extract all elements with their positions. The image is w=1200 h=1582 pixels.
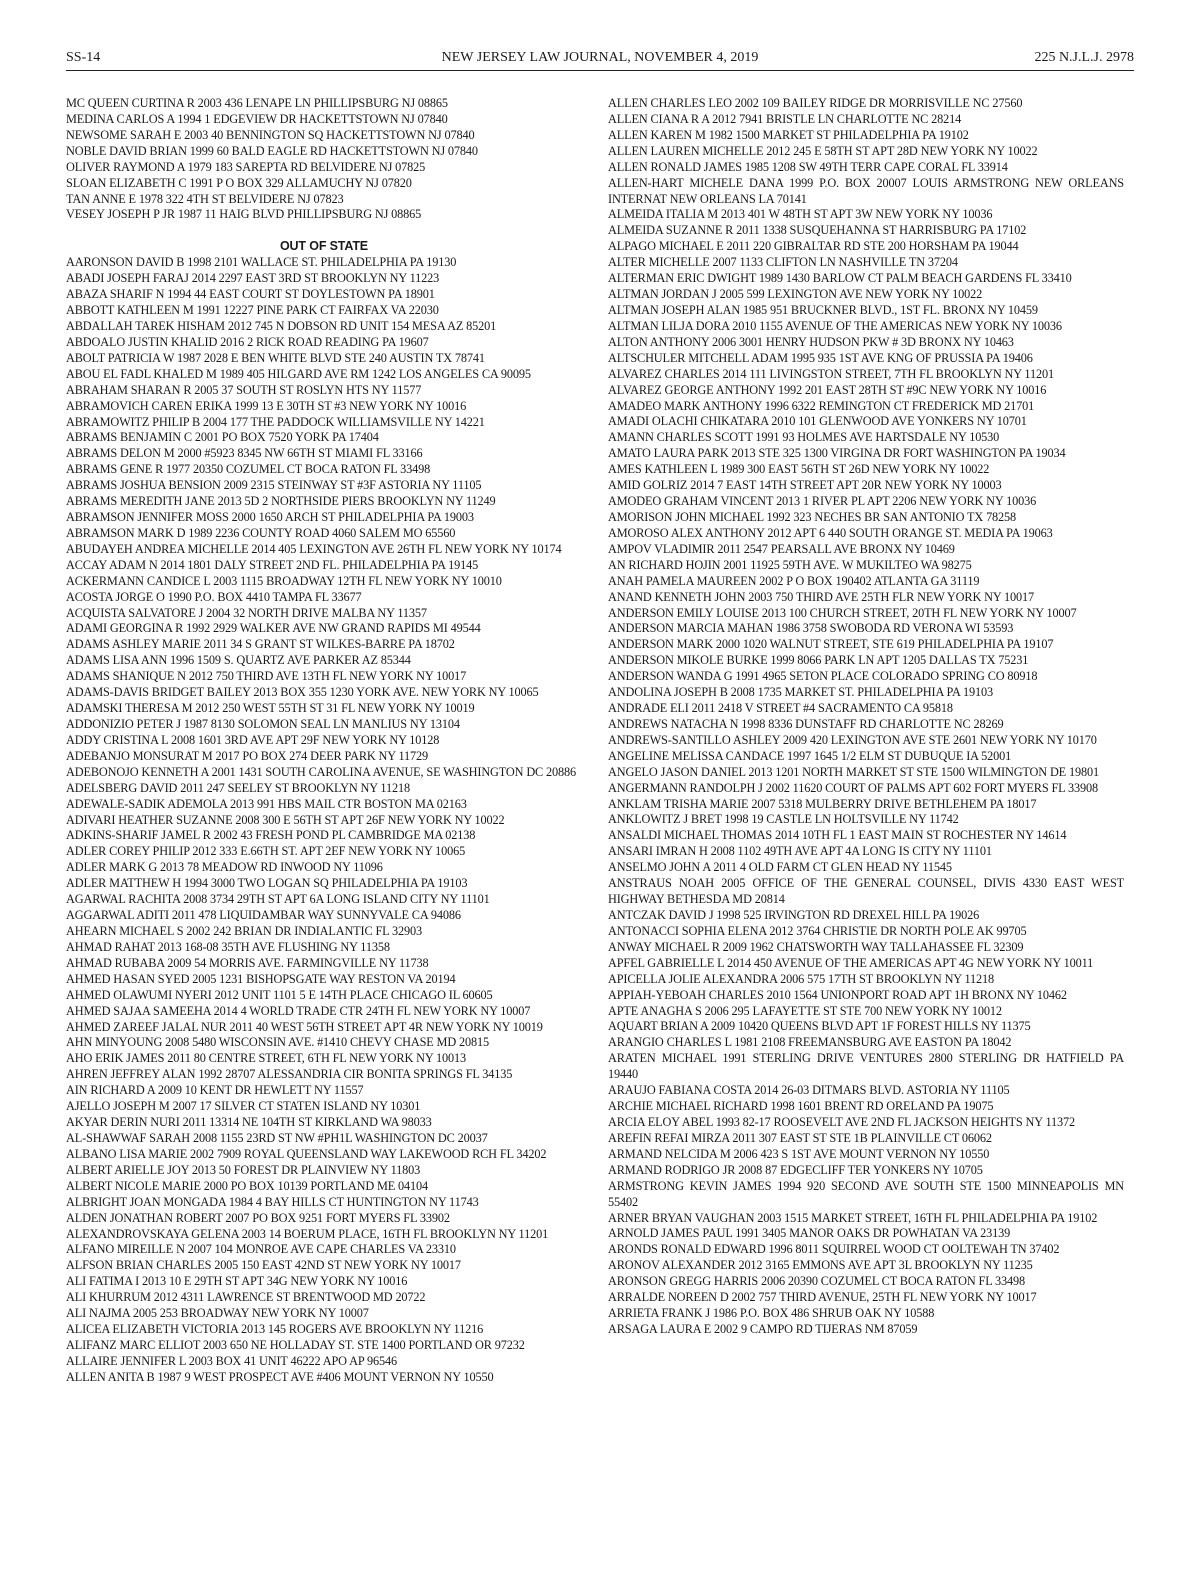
attorney-entry: AMODEO GRAHAM VINCENT 2013 1 RIVER PL APT 2206 NEW YORK NY 10036 [608,494,1037,509]
attorney-entry: ANTCZAK DAVID J 1998 525 IRVINGTON RD DREXEL HILL PA 19026 [608,908,980,923]
attorney-entry: AHN MINYOUNG 2008 5480 WISCONSIN AVE. #1410 CHEVY CHASE MD 20815 [66,1035,489,1050]
attorney-entry: ALLEN CHARLES LEO 2002 109 BAILEY RIDGE DR MORRISVILLE NC 27560 [608,96,1023,110]
attorney-entry: AGGARWAL ADITI 2011 478 LIQUIDAMBAR WAY SUNNYVALE CA 94086 [66,908,461,923]
citation: 225 N.J.L.J. 2978 [1034,50,1134,65]
attorney-entry: ABRAMOVICH CAREN ERIKA 1999 13 E 30TH ST #3 NEW YORK NY 10016 [66,398,467,413]
attorney-entry: ACQUISTA SALVATORE J 2004 32 NORTH DRIVE MALBA NY 11357 [66,605,427,620]
attorney-entry: ALDEN JONATHAN ROBERT 2007 PO BOX 9251 FORT MYERS FL 33902 [66,1210,450,1225]
attorney-entry: AARONSON DAVID B 1998 2101 WALLACE ST. PHILADELPHIA PA 19130 [66,255,457,270]
attorney-entry: VESEY JOSEPH P JR 1987 11 HAIG BLVD PHILLIPSBURG NJ 08865 [66,207,422,222]
attorney-entry: ALLEN KAREN M 1982 1500 MARKET ST PHILADELPHIA PA 19102 [608,127,969,142]
attorney-entry: ALTMAN LILJA DORA 2010 1155 AVENUE OF THE AMERICAS NEW YORK NY 10036 [608,318,1062,333]
attorney-entry: ALVAREZ CHARLES 2014 111 LIVINGSTON STREET, 7TH FL BROOKLYN NY 11201 [608,366,1054,381]
attorney-entry: ARCHIE MICHAEL RICHARD 1998 1601 BRENT RD ORELAND PA 19075 [608,1099,994,1114]
attorney-entry: ABBOTT KATHLEEN M 1991 12227 PINE PARK CT FAIRFAX VA 22030 [66,303,439,318]
attorney-entry: ABRAMS BENJAMIN C 2001 PO BOX 7520 YORK PA 17404 [66,430,379,445]
attorney-entry: AHREN JEFFREY ALAN 1992 28707 ALESSANDRIA CIR BONITA SPRINGS FL 34135 [66,1067,513,1082]
attorney-entry: ABRAMS DELON M 2000 #5923 8345 NW 66TH ST MIAMI FL 33166 [66,446,423,461]
attorney-entry: ARANGIO CHARLES L 1981 2108 FREEMANSBURG AVE EASTON PA 18042 [608,1035,1012,1050]
attorney-entry: AHMED ZAREEF JALAL NUR 2011 40 WEST 56TH STREET APT 4R NEW YORK NY 10019 [66,1019,543,1034]
attorney-entry: AMANN CHARLES SCOTT 1991 93 HOLMES AVE HARTSDALE NY 10530 [608,430,1000,445]
attorney-entry: AL-SHAWWAF SARAH 2008 1155 23RD ST NW #PH1L WASHINGTON DC 20037 [66,1130,488,1145]
attorney-entry: ALICEA ELIZABETH VICTORIA 2013 145 ROGERS AVE BROOKLYN NY 11216 [66,1322,484,1337]
attorney-entry: ADKINS-SHARIF JAMEL R 2002 43 FRESH POND PL CAMBRIDGE MA 02138 [66,828,476,843]
attorney-entry: ALMEIDA SUZANNE R 2011 1338 SUSQUEHANNA ST HARRISBURG PA 17102 [608,223,1027,238]
attorney-entry: ADAMI GEORGINA R 1992 2929 WALKER AVE NW GRAND RAPIDS MI 49544 [66,621,481,636]
attorney-entry: ANDERSON MIKOLE BURKE 1999 8066 PARK LN APT 1205 DALLAS TX 75231 [608,653,1029,668]
attorney-entry: ALTSCHULER MITCHELL ADAM 1995 935 1ST AVE KNG OF PRUSSIA PA 19406 [608,350,1033,365]
attorney-entry: ABOLT PATRICIA W 1987 2028 E BEN WHITE BLVD STE 240 AUSTIN TX 78741 [66,350,485,365]
running-header [66,50,1134,71]
attorney-entry: ALVAREZ GEORGE ANTHONY 1992 201 EAST 28TH ST #9C NEW YORK NY 10016 [608,382,1047,397]
attorney-entry: ANGELINE MELISSA CANDACE 1997 1645 1/2 ELM ST DUBUQUE IA 52001 [608,748,1012,763]
attorney-entry: MC QUEEN CURTINA R 2003 436 LENAPE LN PHILLIPSBURG NJ 08865 [66,96,448,110]
attorney-entry: AMADI OLACHI CHIKATARA 2010 101 GLENWOOD AVE YONKERS NY 10701 [608,414,1027,429]
attorney-entry: ANDREWS-SANTILLO ASHLEY 2009 420 LEXINGTON AVE STE 2601 NEW YORK NY 10170 [608,732,1097,747]
attorney-entry: ADLER MATTHEW H 1994 3000 TWO LOGAN SQ PHILADELPHIA PA 19103 [66,876,468,891]
attorney-entry: ARCIA ELOY ABEL 1993 82-17 ROOSEVELT AVE 2ND FL JACKSON HEIGHTS NY 11372 [608,1115,1075,1129]
attorney-entry: NOBLE DAVID BRIAN 1999 60 BALD EAGLE RD HACKETTSTOWN NJ 07840 [66,143,478,158]
attorney-entry: AMPOV VLADIMIR 2011 2547 PEARSALL AVE BRONX NY 10469 [608,541,955,556]
attorney-entry: MEDINA CARLOS A 1994 1 EDGEVIEW DR HACKETTSTOWN NJ 07840 [66,111,448,126]
attorney-entry: ALLEN RONALD JAMES 1985 1208 SW 49TH TERR CAPE CORAL FL 33914 [608,159,1008,174]
attorney-entry: ALIFANZ MARC ELLIOT 2003 650 NE HOLLADAY ST. STE 1400 PORTLAND OR 97232 [66,1337,525,1352]
attorney-entry: ALBERT NICOLE MARIE 2000 PO BOX 10139 PORTLAND ME 04104 [66,1178,429,1193]
attorney-entry: AMID GOLRIZ 2014 7 EAST 14TH STREET APT 20R NEW YORK NY 10003 [608,478,1002,493]
attorney-entry: ABOU EL FADL KHALED M 1989 405 HILGARD AVE RM 1242 LOS ANGELES CA 90095 [66,366,531,381]
attorney-entry: AHMED OLAWUMI NYERI 2012 UNIT 1101 5 E 14TH PLACE CHICAGO IL 60605 [66,987,493,1002]
attorney-entry: ALLEN CIANA R A 2012 7941 BRISTLE LN CHARLOTTE NC 28214 [608,111,962,126]
attorney-entry: ADLER MARK G 2013 78 MEADOW RD INWOOD NY 11096 [66,860,383,875]
attorney-entry: ALFANO MIREILLE N 2007 104 MONROE AVE CAPE CHARLES VA 23310 [66,1242,456,1257]
attorney-entry: TAN ANNE E 1978 322 4TH ST BELVIDERE NJ 07823 [66,191,344,206]
out-of-state-entries-right [608,96,1124,1338]
section-heading-out-of-state: OUT OF STATE [279,239,368,254]
attorney-entry: ALEXANDROVSKAYA GELENA 2003 14 BOERUM PLACE, 16TH FL BROOKLYN NY 11201 [66,1226,549,1241]
attorney-entry: ALMEIDA ITALIA M 2013 401 W 48TH ST APT 3W NEW YORK NY 10036 [608,207,993,222]
attorney-entry: OLIVER RAYMOND A 1979 183 SAREPTA RD BELVIDERE NJ 07825 [66,159,426,174]
attorney-entry: ANDERSON MARCIA MAHAN 1986 3758 SWOBODA RD VERONA WI 53593 [608,621,1014,636]
attorney-entry: ALFSON BRIAN CHARLES 2005 150 EAST 42ND ST NEW YORK NY 10017 [66,1258,461,1273]
publication-title: NEW JERSEY LAW JOURNAL, NOVEMBER 4, 2019 [441,50,759,65]
attorney-entry: AHMED HASAN SYED 2005 1231 BISHOPSGATE WAY RESTON VA 20194 [66,971,456,986]
attorney-entry: SLOAN ELIZABETH C 1991 P O BOX 329 ALLAMUCHY NJ 07820 [66,175,412,190]
attorney-entry: AMORISON JOHN MICHAEL 1992 323 NECHES BR SAN ANTONIO TX 78258 [608,509,1017,524]
attorney-entry: ANKLAM TRISHA MARIE 2007 5318 MULBERRY DRIVE BETHLEHEM PA 18017 [608,796,1037,811]
attorney-entry: ARATEN MICHAEL 1991 STERLING DRIVE VENTURES 2800 STERLING DR HATFIELD PA 19440 [608,1051,1124,1082]
attorney-entry: ARMAND RODRIGO JR 2008 87 EDGECLIFF TER YONKERS NY 10705 [608,1162,983,1177]
attorney-entry: ANWAY MICHAEL R 2009 1962 CHATSWORTH WAY TALLAHASSEE FL 32309 [608,939,1024,954]
attorney-entry: ANDERSON EMILY LOUISE 2013 100 CHURCH STREET, 20TH FL NEW YORK NY 10007 [608,605,1077,620]
attorney-entry: ALI FATIMA I 2013 10 E 29TH ST APT 34G NEW YORK NY 10016 [66,1274,408,1289]
attorney-entry: ALI NAJMA 2005 253 BROADWAY NEW YORK NY 10007 [66,1306,369,1321]
attorney-entry: ABRAMS JOSHUA BENSION 2009 2315 STEINWAY ST #3F ASTORIA NY 11105 [66,478,482,493]
attorney-entry: AMATO LAURA PARK 2013 STE 325 1300 VIRGINA DR FORT WASHINGTON PA 19034 [608,446,1066,461]
attorney-entry: ALTMAN JOSEPH ALAN 1985 951 BRUCKNER BLVD., 1ST FL. BRONX NY 10459 [608,302,1038,317]
attorney-entry: ANKLOWITZ J BRET 1998 19 CASTLE LN HOLTSVILLE NY 11742 [608,812,959,827]
out-of-state-entries-left [66,255,582,1385]
attorney-entry: ADEWALE-SADIK ADEMOLA 2013 991 HBS MAIL CTR BOSTON MA 02163 [66,796,467,811]
attorney-entry: ADAMS SHANIQUE N 2012 750 THIRD AVE 13TH FL NEW YORK NY 10017 [66,669,467,684]
attorney-entry: ANTONACCI SOPHIA ELENA 2012 3764 CHRISTIE DR NORTH POLE AK 99705 [608,923,1027,938]
attorney-entry: ALPAGO MICHAEL E 2011 220 GIBRALTAR RD STE 200 HORSHAM PA 19044 [608,239,1019,254]
attorney-entry: ABRAHAM SHARAN R 2005 37 SOUTH ST ROSLYN HTS NY 11577 [66,382,422,397]
attorney-entry: ACOSTA JORGE O 1990 P.O. BOX 4410 TAMPA FL 33677 [66,589,362,604]
attorney-entry: AHMED SAJAA SAMEEHA 2014 4 WORLD TRADE CTR 24TH FL NEW YORK NY 10007 [66,1003,531,1018]
attorney-entry: ABADI JOSEPH FARAJ 2014 2297 EAST 3RD ST BROOKLYN NY 11223 [66,271,440,286]
attorney-entry: ACCAY ADAM N 2014 1801 DALY STREET 2ND FL. PHILADELPHIA PA 19145 [66,557,479,572]
attorney-entry: ANDERSON WANDA G 1991 4965 SETON PLACE COLORADO SPRING CO 80918 [608,669,1038,684]
attorney-entry: ALLEN ANITA B 1987 9 WEST PROSPECT AVE #406 MOUNT VERNON NY 10550 [66,1369,494,1384]
attorney-entry: AN RICHARD HOJIN 2001 11925 59TH AVE. W MUKILTEO WA 98275 [608,557,972,572]
attorney-entry: ABRAMSON MARK D 1989 2236 COUNTY ROAD 4060 SALEM MO 65560 [66,525,456,540]
attorney-entry: ALBRIGHT JOAN MONGADA 1984 4 BAY HILLS CT HUNTINGTON NY 11743 [66,1194,479,1209]
attorney-entry: ARONOV ALEXANDER 2012 3165 EMMONS AVE APT 3L BROOKLYN NY 11235 [608,1258,1033,1273]
attorney-entry: ARSAGA LAURA E 2002 9 CAMPO RD TIJERAS NM 87059 [608,1321,918,1336]
attorney-entry: ALTER MICHELLE 2007 1133 CLIFTON LN NASHVILLE TN 37204 [608,255,958,270]
attorney-entry: AHMAD RAHAT 2013 168-08 35TH AVE FLUSHING NY 11358 [66,939,390,954]
new-jersey-entries [66,96,582,223]
attorney-entry: ARAUJO FABIANA COSTA 2014 26-03 DITMARS BLVD. ASTORIA NY 11105 [608,1083,1010,1098]
attorney-entry: ADAMS-DAVIS BRIDGET BAILEY 2013 BOX 355 1230 YORK AVE. NEW YORK NY 10065 [66,685,539,700]
attorney-entry: AHEARN MICHAEL S 2002 242 BRIAN DR INDIALANTIC FL 32903 [66,924,422,938]
attorney-entry: ANDERSON MARK 2000 1020 WALNUT STREET, STE 619 PHILADELPHIA PA 19107 [608,637,1054,652]
attorney-entry: ABRAMOWITZ PHILIP B 2004 177 THE PADDOCK WILLIAMSVILLE NY 14221 [66,414,485,429]
attorney-entry: ADAMS ASHLEY MARIE 2011 34 S GRANT ST WILKES-BARRE PA 18702 [66,637,455,652]
attorney-entry: ALTERMAN ERIC DWIGHT 1989 1430 BARLOW CT PALM BEACH GARDENS FL 33410 [608,271,1072,286]
attorney-entry: ABAZA SHARIF N 1994 44 EAST COURT ST DOYLESTOWN PA 18901 [66,287,435,302]
attorney-entry: ADEBONOJO KENNETH A 2001 1431 SOUTH CAROLINA AVENUE, SE WASHINGTON DC 20886 [66,764,577,779]
attorney-entry: ADAMSKI THERESA M 2012 250 WEST 55TH ST 31 FL NEW YORK NY 10019 [66,701,475,716]
attorney-entry: AJELLO JOSEPH M 2007 17 SILVER CT STATEN ISLAND NY 10301 [66,1099,421,1114]
attorney-entry: ALLAIRE JENNIFER L 2003 BOX 41 UNIT 46222 APO AP 96546 [66,1353,397,1368]
attorney-entry: AGARWAL RACHITA 2008 3734 29TH ST APT 6A LONG ISLAND CITY NY 11101 [66,892,490,907]
attorney-entry: ANSTRAUS NOAH 2005 OFFICE OF THE GENERAL COUNSEL, DIVIS 4330 EAST WEST HIGHWAY BETHESDA MD 20814 [608,876,1124,907]
attorney-entry: ADEBANJO MONSURAT M 2017 PO BOX 274 DEER PARK NY 11729 [66,748,428,763]
attorney-entry: ANGELO JASON DANIEL 2013 1201 NORTH MARKET ST STE 1500 WILMINGTON DE 19801 [608,764,1099,779]
attorney-entry: ARONDS RONALD EDWARD 1996 8011 SQUIRREL WOOD CT OOLTEWAH TN 37402 [608,1242,1060,1257]
attorney-entry: ALLEN-HART MICHELE DANA 1999 P.O. BOX 20007 LOUIS ARMSTRONG NEW ORLEANS INTERNAT NEW ORLEANS LA 70141 [608,175,1124,206]
attorney-entry: ALLEN LAUREN MICHELLE 2012 245 E 58TH ST APT 28D NEW YORK NY 10022 [608,143,1038,158]
attorney-entry: AREFIN REFAI MIRZA 2011 307 EAST ST STE 1B PLAINVILLE CT 06062 [608,1130,992,1145]
attorney-entry: ABUDAYEH ANDREA MICHELLE 2014 405 LEXINGTON AVE 26TH FL NEW YORK NY 10174 [66,541,562,556]
attorney-entry: ARMSTRONG KEVIN JAMES 1994 920 SECOND AVE SOUTH STE 1500 MINNEAPOLIS MN 55402 [608,1178,1124,1209]
attorney-entry: ADELSBERG DAVID 2011 247 SEELEY ST BROOKLYN NY 11218 [66,780,410,795]
attorney-entry: ANSELMO JOHN A 2011 4 OLD FARM CT GLEN HEAD NY 11545 [608,860,952,875]
attorney-entry: ADDY CRISTINA L 2008 1601 3RD AVE APT 29F NEW YORK NY 10128 [66,732,440,747]
attorney-entry: ADIVARI HEATHER SUZANNE 2008 300 E 56TH ST APT 26F NEW YORK NY 10022 [66,812,505,827]
attorney-entry: ADAMS LISA ANN 1996 1509 S. QUARTZ AVE PARKER AZ 85344 [66,653,411,668]
attorney-entry: ARRALDE NOREEN D 2002 757 THIRD AVENUE, 25TH FL NEW YORK NY 10017 [608,1290,1037,1305]
attorney-entry: ALTON ANTHONY 2006 3001 HENRY HUDSON PKW # 3D BRONX NY 10463 [608,334,1014,349]
attorney-entry: ARNER BRYAN VAUGHAN 2003 1515 MARKET STREET, 16TH FL PHILADELPHIA PA 19102 [608,1210,1098,1225]
attorney-entry: APFEL GABRIELLE L 2014 450 AVENUE OF THE AMERICAS APT 4G NEW YORK NY 10011 [608,955,1094,970]
attorney-entry: ALBANO LISA MARIE 2002 7909 ROYAL QUEENSLAND WAY LAKEWOOD RCH FL 34202 [66,1146,547,1161]
attorney-entry: ANAH PAMELA MAUREEN 2002 P O BOX 190402 ATLANTA GA 31119 [608,573,980,588]
attorney-entry: AMADEO MARK ANTHONY 1996 6322 REMINGTON CT FREDERICK MD 21701 [608,398,1035,413]
attorney-entry: APTE ANAGHA S 2006 295 LAFAYETTE ST STE 700 NEW YORK NY 10012 [608,1003,1002,1018]
attorney-entry: ANSARI IMRAN H 2008 1102 49TH AVE APT 4A LONG IS CITY NY 11101 [608,844,992,859]
attorney-entry: AMOROSO ALEX ANTHONY 2012 APT 6 440 SOUTH ORANGE ST. MEDIA PA 19063 [608,525,1053,540]
attorney-entry: ABRAMSON JENNIFER MOSS 2000 1650 ARCH ST PHILADELPHIA PA 19003 [66,510,474,525]
attorney-entry: ABRAMS GENE R 1977 20350 COZUMEL CT BOCA RATON FL 33498 [66,462,431,477]
attorney-entry: APICELLA JOLIE ALEXANDRA 2006 575 17TH ST BROOKLYN NY 11218 [608,971,995,986]
attorney-entry: ANSALDI MICHAEL THOMAS 2014 10TH FL 1 EAST MAIN ST ROCHESTER NY 14614 [608,828,1067,843]
attorney-entry: AHO ERIK JAMES 2011 80 CENTRE STREET, 6TH FL NEW YORK NY 10013 [66,1051,467,1066]
attorney-entry: ANDOLINA JOSEPH B 2008 1735 MARKET ST. PHILADELPHIA PA 19103 [608,685,993,700]
attorney-entry: ADLER COREY PHILIP 2012 333 E.66TH ST. APT 2EF NEW YORK NY 10065 [66,844,466,859]
attorney-entry: AIN RICHARD A 2009 10 KENT DR HEWLETT NY 11557 [66,1083,364,1098]
attorney-entry: AHMAD RUBABA 2009 54 MORRIS AVE. FARMINGVILLE NY 11738 [66,955,429,970]
attorney-entry: ANAND KENNETH JOHN 2003 750 THIRD AVE 25TH FLR NEW YORK NY 10017 [608,589,1035,604]
attorney-entry: ACKERMANN CANDICE L 2003 1115 BROADWAY 12TH FL NEW YORK NY 10010 [66,573,502,588]
attorney-entry: ALBERT ARIELLE JOY 2013 50 FOREST DR PLAINVIEW NY 11803 [66,1162,421,1177]
attorney-entry: AKYAR DERIN NURI 2011 13314 NE 104TH ST KIRKLAND WA 98033 [66,1115,432,1130]
attorney-entry: ANGERMANN RANDOLPH J 2002 11620 COURT OF PALMS APT 602 FORT MYERS FL 33908 [608,780,1098,795]
attorney-entry: ARONSON GREGG HARRIS 2006 20390 COZUMEL CT BOCA RATON FL 33498 [608,1274,1026,1289]
attorney-entry: ABRAMS MEREDITH JANE 2013 5D 2 NORTHSIDE PIERS BROOKLYN NY 11249 [66,494,496,509]
attorney-entry: APPIAH-YEBOAH CHARLES 2010 1564 UNIONPORT ROAD APT 1H BRONX NY 10462 [608,987,1067,1002]
attorney-entry: ADDONIZIO PETER J 1987 8130 SOLOMON SEAL LN MANLIUS NY 13104 [66,717,460,732]
page-number: SS-14 [66,50,101,65]
attorney-entry: ALI KHURRUM 2012 4311 LAWRENCE ST BRENTWOOD MD 20722 [66,1290,426,1305]
attorney-entry: ANDRADE ELI 2011 2418 V STREET #4 SACRAMENTO CA 95818 [608,701,953,716]
attorney-entry: AMES KATHLEEN L 1989 300 EAST 56TH ST 26D NEW YORK NY 10022 [608,462,990,477]
right-column [608,96,1124,1338]
attorney-entry: ALTMAN JORDAN J 2005 599 LEXINGTON AVE NEW YORK NY 10022 [608,287,983,302]
attorney-entry: ANDREWS NATACHA N 1998 8336 DUNSTAFF RD CHARLOTTE NC 28269 [608,716,1004,731]
attorney-entry: ARNOLD JAMES PAUL 1991 3405 MANOR OAKS DR POWHATAN VA 23139 [608,1226,1011,1241]
attorney-entry: ABDALLAH TAREK HISHAM 2012 745 N DOBSON RD UNIT 154 MESA AZ 85201 [66,318,497,333]
attorney-entry: NEWSOME SARAH E 2003 40 BENNINGTON SQ HACKETTSTOWN NJ 07840 [66,127,475,142]
attorney-entry: ABDOALO JUSTIN KHALID 2016 2 RICK ROAD READING PA 19607 [66,334,429,349]
attorney-entry: ARMAND NELCIDA M 2006 423 S 1ST AVE MOUNT VERNON NY 10550 [608,1146,990,1161]
attorney-entry: AQUART BRIAN A 2009 10420 QUEENS BLVD APT 1F FOREST HILLS NY 11375 [608,1019,1031,1034]
left-column [66,96,582,1386]
attorney-entry: ARRIETA FRANK J 1986 P.O. BOX 486 SHRUB OAK NY 10588 [608,1306,935,1321]
